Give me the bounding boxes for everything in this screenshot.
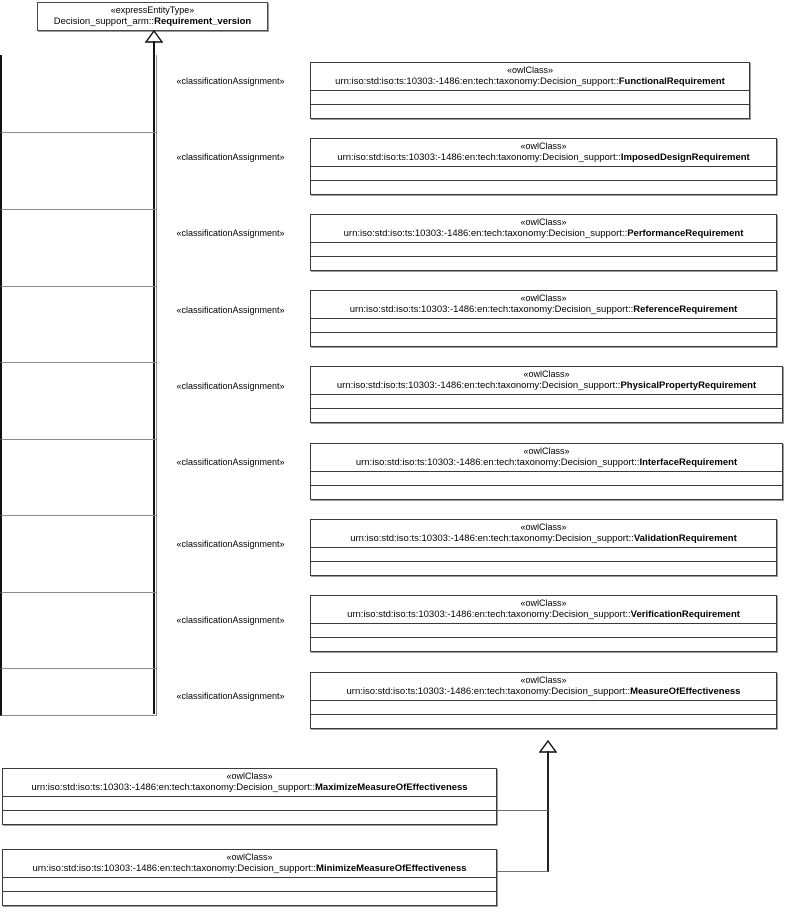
- class-name-label: [315, 76, 745, 87]
- class-name: FunctionalRequirement: [618, 76, 725, 87]
- stereotype-label: «owlClass»: [226, 852, 273, 862]
- class-header: [311, 444, 782, 471]
- classification-assignment-label: «classificationAssignment»: [176, 76, 285, 86]
- classification-assignment-label: «classificationAssignment»: [176, 539, 285, 549]
- operations-compartment[interactable]: [3, 891, 496, 905]
- class-header: [311, 291, 776, 318]
- class-name-label: [315, 686, 772, 697]
- class-header: [311, 215, 776, 242]
- class-urn-prefix: urn:iso:std:iso:ts:10303:-1486:en:tech:taxonomy:Decision_support::: [31, 782, 315, 793]
- stereotype-label: «owlClass»: [520, 522, 567, 532]
- class-urn-prefix: urn:iso:std:iso:ts:10303:-1486:en:tech:taxonomy:Decision_support::: [343, 228, 628, 239]
- owl-class-box[interactable]: [310, 443, 783, 500]
- stereotype-label: «owlClass»: [523, 369, 570, 379]
- classification-assignment-cell[interactable]: [0, 669, 157, 716]
- classification-assignment-label: «classificationAssignment»: [176, 305, 285, 315]
- owl-class-box[interactable]: [310, 366, 783, 423]
- class-name-label: [315, 152, 772, 163]
- class-header: [38, 3, 267, 30]
- stereotype-label: «owlClass»: [520, 675, 567, 685]
- owl-class-box[interactable]: [2, 768, 497, 825]
- owl-class-box[interactable]: [310, 62, 750, 119]
- class-header: [3, 850, 496, 877]
- classification-assignment-cell[interactable]: [0, 133, 157, 210]
- operations-compartment[interactable]: [311, 561, 776, 575]
- stereotype-label: «owlClass»: [520, 217, 567, 227]
- stereotype-label: «owlClass»: [520, 598, 567, 608]
- attributes-compartment[interactable]: [311, 623, 776, 637]
- class-name: MeasureOfEffectiveness: [630, 686, 741, 697]
- classification-assignment-cell[interactable]: [0, 440, 157, 516]
- class-urn-prefix: urn:iso:std:iso:ts:10303:-1486:en:tech:taxonomy:Decision_support::: [336, 380, 621, 391]
- classification-assignment-cell[interactable]: [0, 363, 157, 440]
- subclass-name: MinimizeMeasureOfEffectiveness: [316, 863, 467, 874]
- class-name: PerformanceRequirement: [627, 228, 744, 239]
- owl-class-box[interactable]: [310, 290, 777, 347]
- classification-assignment-cell[interactable]: [0, 287, 157, 363]
- owl-class-box[interactable]: [310, 672, 777, 729]
- class-urn-prefix: urn:iso:std:iso:ts:10303:-1486:en:tech:taxonomy:Decision_support::: [335, 76, 619, 87]
- operations-compartment[interactable]: [311, 714, 776, 728]
- subclass-connector-maximize: [497, 810, 548, 811]
- attributes-compartment[interactable]: [311, 318, 776, 332]
- classification-assignment-label: «classificationAssignment»: [176, 228, 285, 238]
- attributes-compartment[interactable]: [3, 796, 496, 810]
- class-name: ValidationRequirement: [633, 533, 737, 544]
- classification-assignment-cell[interactable]: [0, 55, 157, 133]
- class-urn-prefix: urn:iso:std:iso:ts:10303:-1486:en:tech:taxonomy:Decision_support::: [337, 152, 621, 163]
- classification-assignment-label: «classificationAssignment»: [176, 152, 285, 162]
- class-header: [311, 139, 776, 166]
- class-header: [311, 596, 776, 623]
- stereotype-label: «owlClass»: [523, 446, 570, 456]
- class-name-label: [315, 380, 778, 391]
- attributes-compartment[interactable]: [311, 242, 776, 256]
- class-urn-prefix: urn:iso:std:iso:ts:10303:-1486:en:tech:taxonomy:Decision_support::: [347, 609, 631, 620]
- owl-class-box[interactable]: [310, 595, 777, 652]
- owl-class-box[interactable]: [310, 214, 777, 271]
- owl-class-box[interactable]: [310, 519, 777, 576]
- attributes-compartment[interactable]: [311, 394, 782, 408]
- operations-compartment[interactable]: [311, 485, 782, 499]
- classification-assignment-cell[interactable]: [0, 593, 157, 669]
- class-header: [311, 367, 782, 394]
- attributes-compartment[interactable]: [311, 700, 776, 714]
- operations-compartment[interactable]: [311, 104, 749, 118]
- class-urn-prefix: urn:iso:std:iso:ts:10303:-1486:en:tech:taxonomy:Decision_support::: [355, 457, 640, 468]
- attributes-compartment[interactable]: [311, 90, 749, 104]
- class-name: InterfaceRequirement: [639, 457, 738, 468]
- classification-assignment-cell[interactable]: [0, 516, 157, 593]
- class-header: [311, 673, 776, 700]
- class-urn-prefix: urn:iso:std:iso:ts:10303:-1486:en:tech:taxonomy:Decision_support::: [346, 686, 631, 697]
- class-urn-prefix: urn:iso:std:iso:ts:10303:-1486:en:tech:taxonomy:Decision_support::: [350, 533, 634, 544]
- class-box-requirement-version[interactable]: [37, 2, 268, 31]
- class-name-label: [315, 228, 772, 239]
- classification-assignment-cell[interactable]: [0, 210, 157, 287]
- operations-compartment[interactable]: [311, 332, 776, 346]
- attributes-compartment[interactable]: [311, 547, 776, 561]
- operations-compartment[interactable]: [3, 810, 496, 824]
- stereotype-label: «owlClass»: [520, 293, 567, 303]
- class-name-label: [43, 16, 262, 27]
- class-name-label: [315, 457, 778, 468]
- classification-assignment-label: «classificationAssignment»: [176, 615, 285, 625]
- attributes-compartment[interactable]: [311, 471, 782, 485]
- class-name-label: [7, 863, 492, 874]
- class-name-label: [315, 609, 772, 620]
- operations-compartment[interactable]: [311, 408, 782, 422]
- attributes-compartment[interactable]: [3, 877, 496, 891]
- package-prefix: Decision_support_arm::: [53, 16, 155, 27]
- class-urn-prefix: urn:iso:std:iso:ts:10303:-1486:en:tech:taxonomy:Decision_support::: [349, 304, 634, 315]
- classification-assignment-label: «classificationAssignment»: [176, 381, 285, 391]
- classification-assignment-label: «classificationAssignment»: [176, 691, 285, 701]
- class-name: ReferenceRequirement: [633, 304, 738, 315]
- class-name-label: [7, 782, 492, 793]
- owl-class-box[interactable]: [310, 138, 777, 195]
- classification-assignment-label: «classificationAssignment»: [176, 457, 285, 467]
- class-name: Requirement_version: [154, 16, 252, 27]
- stereotype-label: «owlClass»: [520, 141, 567, 151]
- operations-compartment[interactable]: [311, 256, 776, 270]
- class-name: ImposedDesignRequirement: [620, 152, 750, 163]
- class-urn-prefix: urn:iso:std:iso:ts:10303:-1486:en:tech:taxonomy:Decision_support::: [32, 863, 317, 874]
- attributes-compartment[interactable]: [311, 166, 776, 180]
- stereotype-label: «expressEntityType»: [110, 5, 195, 15]
- subclass-connector-vertical: [547, 751, 549, 872]
- class-header: [311, 520, 776, 547]
- class-name-label: [315, 304, 772, 315]
- operations-compartment[interactable]: [311, 637, 776, 651]
- owl-class-box[interactable]: [2, 849, 497, 906]
- class-name: VerificationRequirement: [630, 609, 740, 620]
- subclass-connector-minimize: [497, 871, 548, 872]
- class-name-label: [315, 533, 772, 544]
- class-name: PhysicalPropertyRequirement: [620, 380, 757, 391]
- stereotype-label: «owlClass»: [506, 65, 554, 75]
- subclass-name: MaximizeMeasureOfEffectiveness: [315, 782, 468, 793]
- class-header: [311, 63, 749, 90]
- operations-compartment[interactable]: [311, 180, 776, 194]
- stereotype-label: «owlClass»: [226, 771, 273, 781]
- class-header: [3, 769, 496, 796]
